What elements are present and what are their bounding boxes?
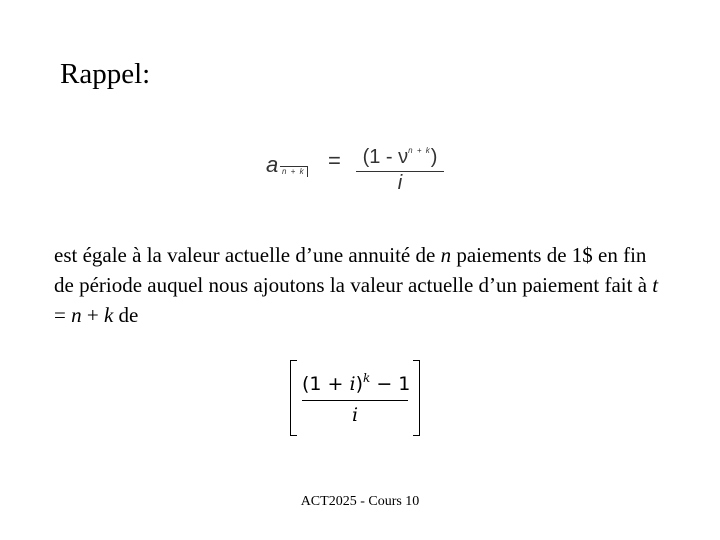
annuity-fraction — [352, 138, 448, 194]
left-bracket — [290, 360, 297, 436]
bracket-fraction — [302, 364, 411, 427]
annuity-denominator: i — [397, 172, 403, 194]
var-n: n — [440, 243, 452, 267]
var-t: t — [652, 273, 659, 297]
num-i: i — [349, 373, 356, 395]
den-i: i — [351, 404, 359, 426]
num-close: ) — [355, 373, 363, 395]
annuity-numerator — [352, 138, 448, 170]
body-text-4: + — [81, 303, 104, 327]
numerator-right: ) — [430, 146, 438, 168]
right-bracket — [413, 360, 420, 436]
annuity-subscript: n + k — [280, 166, 308, 177]
body-text-5: de — [113, 303, 139, 327]
equals-sign: = — [328, 148, 341, 173]
fraction-bar-2 — [302, 400, 408, 401]
explanation-paragraph — [54, 240, 664, 330]
slide-footer: ACT2025 - Cours 10 — [300, 494, 420, 509]
numerator-left: (1 - ν — [362, 146, 409, 168]
var-n-2: n — [71, 303, 82, 327]
annuity-formula — [266, 138, 456, 194]
bracket-formula — [290, 360, 420, 436]
bracket-numerator — [302, 364, 411, 398]
num-tail: − 1 — [370, 373, 411, 395]
slide-title: Rappel: — [60, 58, 151, 90]
num-exponent: k — [363, 371, 371, 385]
body-text-1: est égale à la valeur actuelle d’une annuité de — [54, 243, 441, 267]
annuity-symbol: a — [266, 152, 279, 177]
body-text-3: = — [54, 303, 72, 327]
var-k: k — [103, 303, 114, 327]
body-text-2: paiements de 1$ en fin de période auquel nous ajoutons la valeur actuelle d’un paiement fait à — [54, 243, 653, 297]
numerator-exponent: n + k — [408, 146, 431, 155]
bracket-denominator — [302, 403, 408, 427]
num-open: (1 + — [302, 373, 350, 395]
